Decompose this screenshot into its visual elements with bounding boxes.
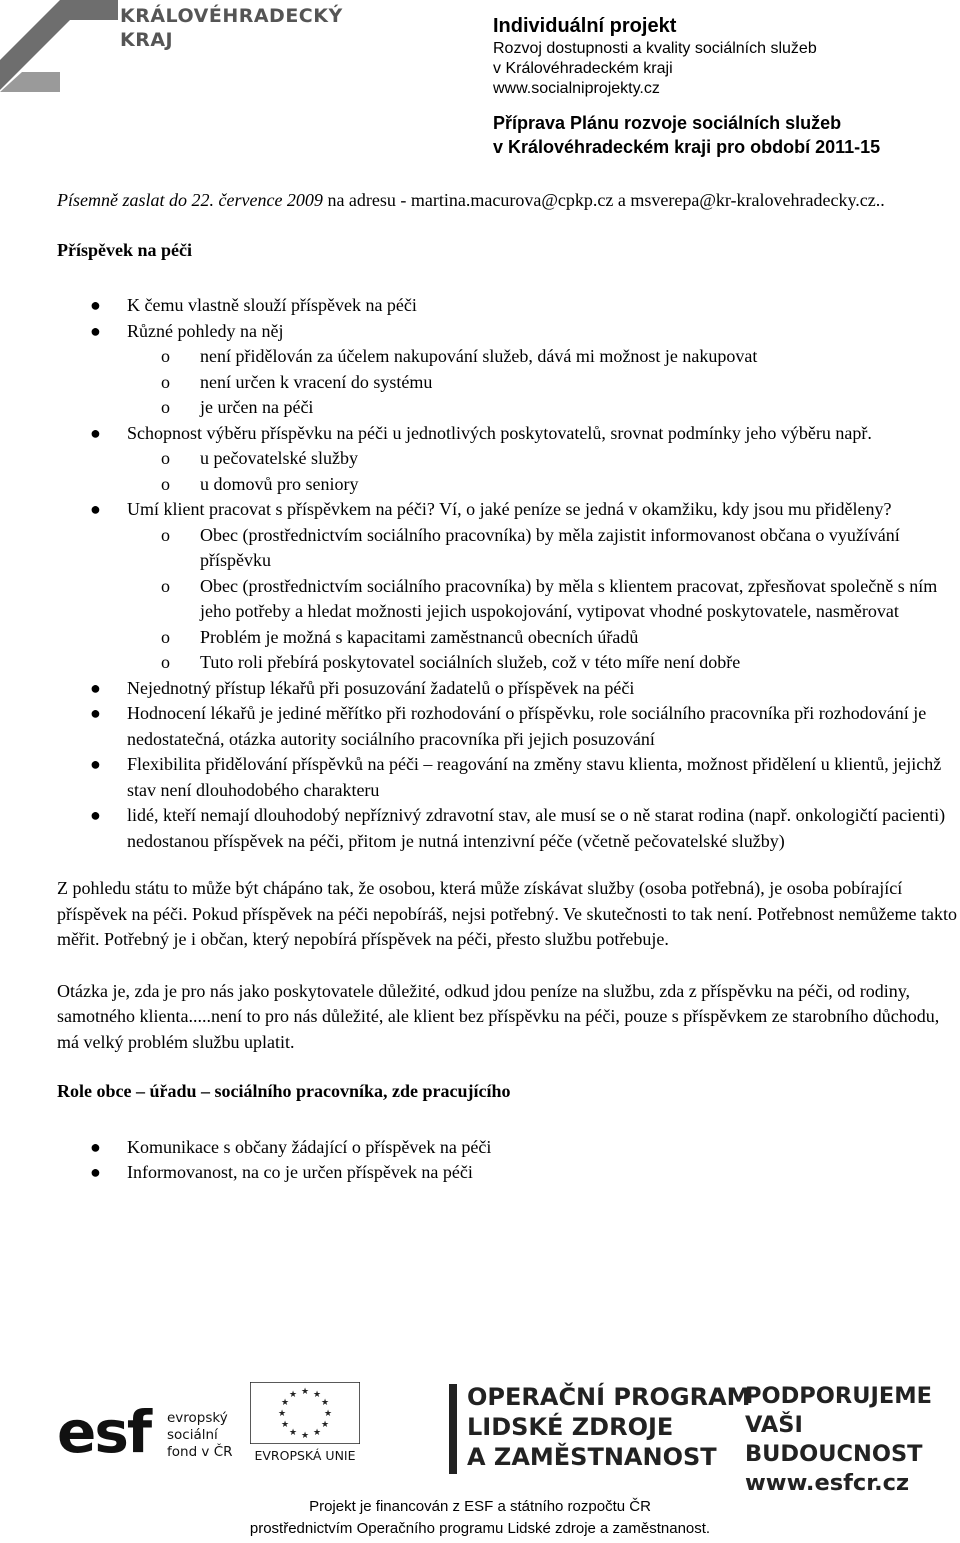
list-item: [57, 701, 957, 752]
esf-line-2: sociální: [167, 1427, 218, 1443]
sub-list-item-text: u pečovatelské služby: [200, 448, 358, 468]
svg-text:★: ★: [323, 1409, 333, 1419]
svg-text:★: ★: [320, 1398, 330, 1408]
project-header: [493, 14, 880, 159]
list-item: [57, 803, 957, 854]
sub-list-item: [57, 523, 957, 574]
slogan-line-1: PODPORUJEME: [745, 1383, 933, 1409]
list-item: [57, 319, 957, 421]
sub-list: [127, 344, 957, 421]
circle-bullet-icon: o: [161, 575, 170, 596]
list-item-text: Různé pohledy na něj: [127, 320, 284, 341]
section-title-care-allowance: Příspěvek na péči: [57, 239, 192, 260]
bullet-icon: ●: [90, 677, 101, 698]
project-line-2: v Královéhradeckém kraji: [493, 60, 673, 77]
section-title-municipality-role: Role obce – úřadu – sociálního pracovníka, zde pracujícího: [57, 1081, 511, 1101]
list-item-text: Flexibilita přidělování příspěvků na péči – reagování na změny stavu klienta, možnost přidělení u klientů, jejichž stav není dlouhodobého charakteru: [127, 754, 942, 800]
sub-list-item-text: Obec (prostřednictvím sociálního pracovníka) by měla s klientem pracovat, zpřesňovat společně s ním jeho potřeby a hledat možnosti jejich uspokojování, vytipovat vhodné poskytovatele, nasměrovat: [200, 575, 938, 621]
bullet-icon: ●: [90, 422, 101, 443]
funding-line-2: prostřednictvím Operačního programu Lidské zdroje a zaměstnanost.: [249, 1520, 711, 1537]
sub-list-item-text: není přidělován za účelem nakupování služeb, dává mi možnost je nakupovat: [200, 346, 758, 366]
list-item: [57, 676, 957, 702]
svg-text:★: ★: [320, 1420, 330, 1430]
sub-list-item: [57, 574, 957, 625]
oplz-logo: [467, 1382, 751, 1472]
circle-bullet-icon: o: [161, 652, 170, 672]
circle-bullet-icon: o: [161, 473, 170, 494]
list-item-text: Nejednotný přístup lékařů při posuzování žadatelů o příspěvek na péči: [127, 677, 635, 698]
sub-list-item: [57, 370, 957, 396]
bullet-icon: ●: [90, 805, 101, 825]
eu-stars-icon: [250, 1382, 360, 1444]
svg-text:★: ★: [280, 1398, 290, 1408]
svg-text:★: ★: [288, 1390, 298, 1400]
kralovehradecky-kraj-logo: [0, 0, 343, 100]
oplz-line-3: A ZAMĚSTNANOST: [467, 1443, 717, 1471]
circle-bullet-icon: o: [161, 371, 170, 392]
oplz-line-2: LIDSKÉ ZDROJE: [467, 1413, 674, 1441]
svg-text:★: ★: [280, 1420, 290, 1430]
oplz-line-1: OPERAČNÍ PROGRAM: [467, 1383, 751, 1411]
sub-list-item: [57, 625, 957, 651]
list-item-text: Informovanost, na co je určen příspěvek na péči: [127, 1162, 473, 1182]
bullet-icon: ●: [90, 703, 101, 723]
project-url: www.socialniprojekty.cz: [493, 80, 660, 97]
list-item: [57, 1160, 957, 1186]
svg-text:★: ★: [300, 1431, 310, 1441]
bullet-icon: ●: [90, 1162, 101, 1182]
funding-note: [0, 1496, 960, 1540]
list-item: [57, 421, 957, 498]
slogan-url: www.esfcr.cz: [745, 1470, 910, 1496]
svg-text:★: ★: [288, 1428, 298, 1438]
intro-line: [57, 188, 957, 214]
svg-text:★: ★: [312, 1428, 322, 1438]
sub-list-item-text: Problém je možná s kapacitami zaměstnanců obecních úřadů: [200, 626, 639, 647]
circle-bullet-icon: o: [161, 346, 170, 366]
sub-list-item: [57, 395, 957, 421]
slogan-line-2: VAŠI BUDOUCNOST: [745, 1412, 923, 1467]
paragraph-funding-question: Otázka je, zda je pro nás jako poskytovatele důležité, odkud jdou peníze na službu, zda z příspěvku na péči, od rodiny, samotného klienta.....není to pro nás důležité, ale klient bez příspěvku na péči, pouze s příspěvkem ze starobního důchodu, má velký problém službu uplatit.: [57, 980, 940, 1052]
bullet-icon: ●: [90, 295, 101, 315]
intro-address: na adresu - martina.macurova@cpkp.cz a msverepa@kr-kralovehradecky.cz..: [322, 190, 885, 210]
region-logo-icon: [0, 0, 120, 100]
oplz-bar-icon: [449, 1384, 457, 1474]
list-item-text: Umí klient pracovat s příspěvkem na péči? Ví, o jaké peníze se jedná v okamžiku, kdy jsou mu přiděleny?: [127, 499, 892, 519]
list-item-text: lidé, kteří nemají dlouhodobý nepříznivý zdravotní stav, ale musí se o ně starat rodina (např. onkologičtí pacienti) nedostanou příspěvek na péči, přitom je nutná intenzivní péče (včetně pečovatelské služby): [127, 805, 946, 851]
esf-line-3: fond v ČR: [167, 1444, 233, 1460]
list-item-text: K čemu vlastně slouží příspěvek na péči: [127, 295, 417, 315]
sub-list-item: [57, 650, 957, 676]
circle-bullet-icon: o: [161, 626, 170, 647]
svg-text:★: ★: [277, 1409, 287, 1419]
sub-list-item-text: u domovů pro seniory: [200, 473, 359, 494]
circle-bullet-icon: o: [161, 397, 170, 417]
support-slogan: [745, 1382, 960, 1498]
logo-line-1: KRÁLOVÉHRADECKÝ: [120, 5, 343, 27]
esf-logo-text: [167, 1410, 233, 1461]
plan-title-1: Příprava Plánu rozvoje sociálních služeb: [493, 113, 842, 133]
circle-bullet-icon: o: [161, 448, 170, 468]
plan-title-2: v Královéhradeckém kraji pro období 2011-15: [493, 137, 881, 157]
esf-logo: esf: [57, 1398, 151, 1466]
sub-list-item-text: Obec (prostřednictvím sociálního pracovníka) by měla zajistit informovanost občana o využívání příspěvku: [200, 524, 900, 570]
list-item: [57, 497, 957, 676]
bullet-icon: ●: [90, 499, 101, 519]
paragraph-state-view: Z pohledu státu to může být chápáno tak, že osobou, která může získávat služby (osoba potřebná), je osoba pobírající příspěvek na péči. Pokud příspěvek na péči nepobíráš, nejsi potřebný. Ve skutečnosti to tak není. Potřebnost nemůžeme takto měřit. Potřebný je i občan, který nepobírá příspěvek na péči, přesto službu potřebuje.: [57, 878, 957, 949]
project-line-1: Rozvoj dostupnosti a kvality sociálních služeb: [493, 40, 817, 57]
list-item-text: Hodnocení lékařů je jediné měřítko při rozhodování o příspěvku, role sociálního pracovníka při rozhodování je nedostatečná, otázka autority sociálního pracovníka při jejich posuzování: [127, 703, 927, 749]
footer-logos: [55, 1380, 960, 1496]
list-item-text: Schopnost výběru příspěvku na péči u jednotlivých poskytovatelů, srovnat podmínky jeho výběru např.: [127, 422, 872, 443]
care-allowance-list: [57, 293, 957, 854]
sub-list-item: [57, 446, 957, 472]
sub-list: [127, 523, 957, 676]
project-title: Individuální projekt: [493, 15, 677, 37]
funding-line-1: Projekt je financován z ESF a státního rozpočtu ČR: [309, 1498, 651, 1515]
intro-deadline: Písemně zaslat do 22. července 2009: [57, 190, 323, 210]
sub-list-item-text: Tuto roli přebírá poskytovatel sociálních služeb, což v této míře není dobře: [200, 652, 741, 672]
svg-text:★: ★: [312, 1390, 322, 1400]
esf-line-1: evropský: [167, 1410, 228, 1426]
document-body: [57, 188, 957, 1186]
bullet-icon: ●: [90, 320, 101, 341]
eu-label: EVROPSKÁ UNIE: [254, 1448, 356, 1463]
sub-list-item: [57, 472, 957, 498]
sub-list-item-text: není určen k vracení do systému: [200, 371, 433, 392]
logo-text: [120, 4, 343, 52]
list-item: [57, 752, 957, 803]
svg-text:★: ★: [300, 1387, 310, 1397]
circle-bullet-icon: o: [161, 524, 170, 545]
municipality-role-list: [57, 1135, 957, 1186]
bullet-icon: ●: [90, 754, 101, 774]
logo-line-2: KRAJ: [120, 29, 174, 51]
sub-list-item-text: je určen na péči: [200, 397, 314, 417]
list-item: [57, 1135, 957, 1161]
sub-list: [127, 446, 957, 497]
list-item: [57, 293, 957, 319]
bullet-icon: ●: [90, 1136, 101, 1157]
sub-list-item: [57, 344, 957, 370]
list-item-text: Komunikace s občany žádající o příspěvek na péči: [127, 1136, 492, 1157]
